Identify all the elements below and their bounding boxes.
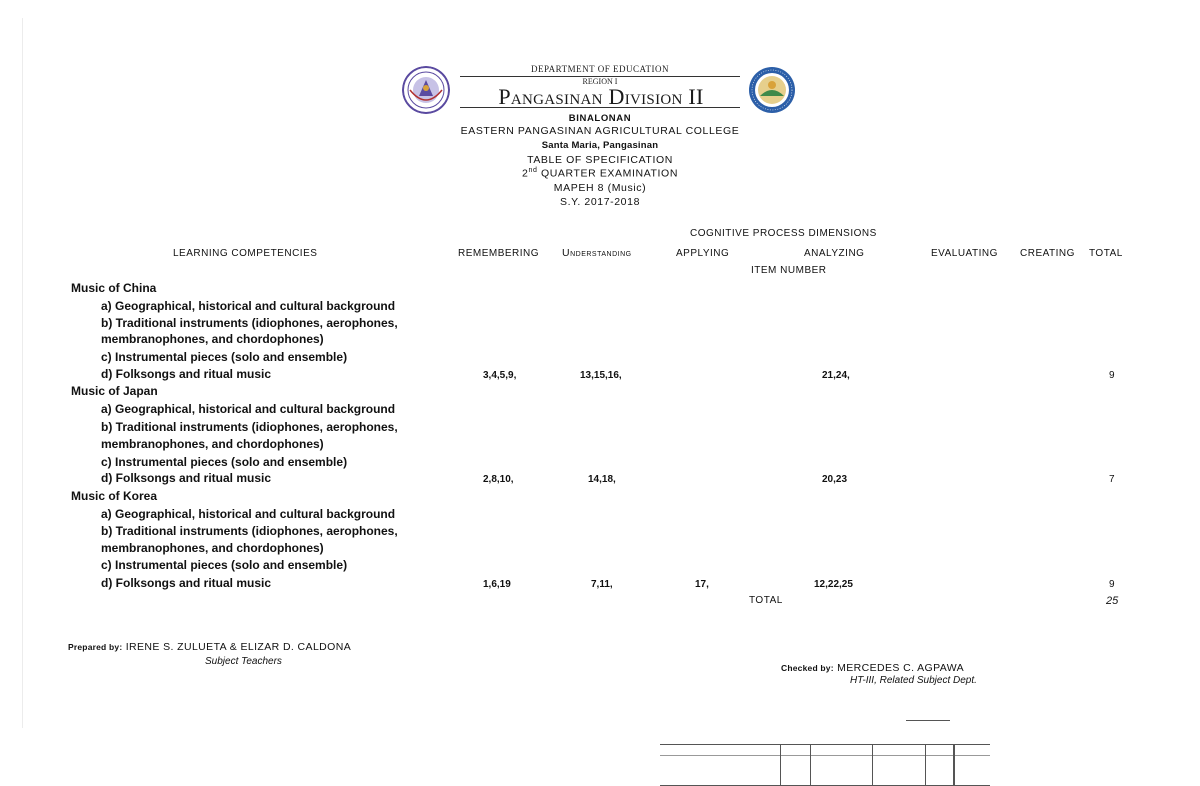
col-understanding: Understanding (562, 247, 632, 259)
school-name: EASTERN PANGASINAN AGRICULTURAL COLLEGE (460, 125, 740, 137)
division-name: Pangasinan Division II (498, 84, 704, 109)
competencies-heading: LEARNING COMPETENCIES (173, 248, 318, 259)
partial-table-grid (660, 744, 990, 786)
china-sub-d: d) Folksongs and ritual music (101, 367, 272, 381)
china-sub-b: b) Traditional instruments (idiophones, aerophones, (101, 316, 398, 330)
japan-sub-d: d) Folksongs and ritual music (101, 471, 272, 485)
division-seal-icon (748, 66, 796, 114)
korea-sub-c: c) Instrumental pieces (solo and ensemble) (101, 558, 348, 572)
china-total: 9 (1109, 370, 1115, 381)
department-name: DEPARTMENT OF EDUCATION (531, 64, 669, 74)
japan-sub-c: c) Instrumental pieces (solo and ensemble) (101, 455, 348, 469)
china-remembering: 3,4,5,9, (483, 370, 517, 381)
col-applying: APPLYING (676, 248, 730, 259)
china-sub-b-cont: membranophones, and chordophones) (101, 332, 324, 346)
deped-seal-icon (402, 66, 450, 114)
col-evaluating: EVALUATING (931, 248, 998, 259)
japan-remembering: 2,8,10, (483, 474, 514, 485)
col-analyzing: ANALYZING (804, 248, 865, 259)
signature-line (906, 720, 950, 721)
school-year: S.Y. 2017-2018 (559, 196, 641, 208)
municipality: BINALONAN (568, 113, 632, 124)
japan-understanding: 14,18, (588, 474, 616, 485)
prepared-by (68, 641, 351, 653)
item-number-heading: ITEM NUMBER (751, 265, 827, 276)
school-address: Santa Maria, Pangasinan (541, 140, 659, 151)
china-sub-c: c) Instrumental pieces (solo and ensemble) (101, 350, 348, 364)
japan-sub-b-cont: membranophones, and chordophones) (101, 437, 324, 451)
checked-by-role: HT-III, Related Subject Dept. (850, 675, 977, 686)
japan-sub-b: b) Traditional instruments (idiophones, aerophones, (101, 420, 398, 434)
topic-china: Music of China (71, 281, 157, 295)
header-rule-bottom (460, 107, 740, 108)
japan-analyzing: 20,23 (822, 474, 848, 485)
checked-by-label: Checked by: (781, 663, 834, 673)
korea-applying: 17, (695, 579, 709, 590)
korea-remembering: 1,6,19 (483, 579, 511, 590)
topic-korea: Music of Korea (71, 489, 158, 503)
document-title: TABLE OF SPECIFICATION (527, 154, 673, 166)
col-creating: CREATING (1020, 248, 1075, 259)
japan-total: 7 (1109, 474, 1115, 485)
checked-by (781, 662, 964, 674)
col-total: TOTAL (1089, 248, 1123, 259)
china-sub-a: a) Geographical, historical and cultural background (101, 299, 396, 313)
subject-name: MAPEH 8 (Music) (553, 182, 647, 194)
page-margin-line (22, 18, 23, 728)
prepared-by-role: Subject Teachers (205, 656, 282, 667)
cognitive-dimensions-heading: COGNITIVE PROCESS DIMENSIONS (690, 228, 877, 239)
checked-by-name: MERCEDES C. AGPAWA (837, 662, 965, 674)
korea-sub-b: b) Traditional instruments (idiophones, aerophones, (101, 524, 398, 538)
korea-understanding: 7,11, (591, 579, 613, 590)
china-analyzing: 21,24, (822, 370, 850, 381)
region-name: REGION I (582, 77, 618, 86)
china-understanding: 13,15,16, (580, 370, 622, 381)
prepared-by-label: Prepared by: (68, 642, 123, 652)
korea-total: 9 (1109, 579, 1115, 590)
grand-total-label: TOTAL (749, 595, 783, 606)
japan-sub-a: a) Geographical, historical and cultural background (101, 402, 396, 416)
grand-total-value: 25 (1106, 595, 1119, 607)
korea-sub-b-cont: membranophones, and chordophones) (101, 541, 324, 555)
korea-analyzing: 12,22,25 (814, 579, 853, 590)
korea-sub-d: d) Folksongs and ritual music (101, 576, 272, 590)
topic-japan: Music of Japan (71, 384, 158, 398)
col-remembering: REMEMBERING (458, 248, 540, 259)
prepared-by-names: IRENE S. ZULUETA & ELIZAR D. CALDONA (125, 641, 352, 653)
korea-sub-a: a) Geographical, historical and cultural background (101, 507, 396, 521)
exam-title: 2nd QUARTER EXAMINATION (522, 167, 678, 180)
